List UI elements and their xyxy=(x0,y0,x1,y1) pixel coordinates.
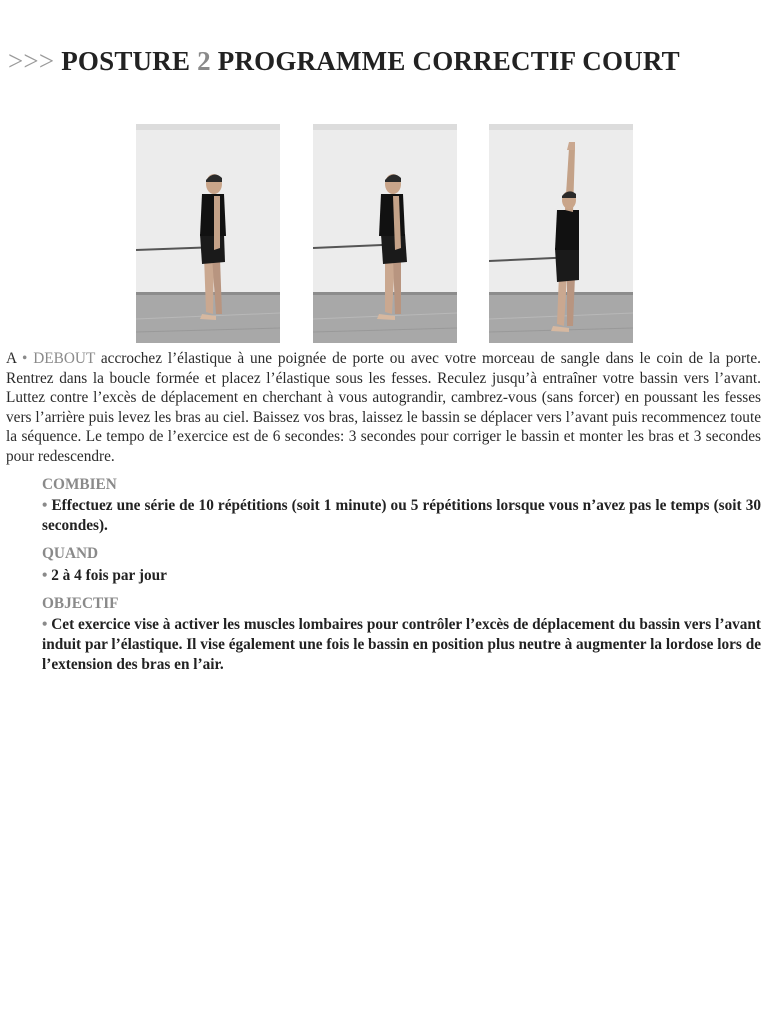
step-paragraph xyxy=(6,349,761,467)
heading-combien: COMBIEN xyxy=(42,475,117,493)
body-combien: Effectuez une série de 10 répétitions (soit 1 minute) ou 5 répétitions lorsque vous n’avez pas le temps (soit 30 secondes). xyxy=(42,497,761,535)
step-letter: A xyxy=(6,350,17,367)
exercise-photo-3 xyxy=(489,124,633,343)
exercise-photo-2 xyxy=(313,124,457,343)
title-program: PROGRAMME CORRECTIF COURT xyxy=(217,46,680,76)
heading-objectif: OBJECTIF xyxy=(42,594,119,612)
body-objectif: Cet exercice vise à activer les muscles lombaires pour contrôler l’excès de déplacement du bassin vers l’avant induit par l’élastique. Il vise également une fois le bassin en position plus neutre à augmenter la lordose lors de l’extension des bras en l’air. xyxy=(42,616,762,674)
body-quand: 2 à 4 fois par jour xyxy=(51,566,167,584)
text-combien xyxy=(42,496,761,536)
title-chevrons: >>> xyxy=(8,46,55,76)
section-quand xyxy=(42,544,761,586)
bullet-quand: • xyxy=(42,566,48,584)
text-objectif xyxy=(42,615,761,675)
section-objectif xyxy=(42,594,761,676)
page-title xyxy=(8,46,760,77)
exercise-description xyxy=(6,349,761,675)
heading-quand: QUAND xyxy=(42,545,99,563)
step-keyword: DEBOUT xyxy=(33,350,96,367)
exercise-photo-1 xyxy=(136,124,280,343)
bullet-objectif: • xyxy=(42,616,48,634)
step-text: accrochez l’élastique à une poignée de porte ou avec votre morceau de sangle dans le coin de la porte. Rentrez dans la boucle formée et placez l’élastique sous les fesses. Reculez jusqu’à entraîner votre bassin vers l’avant. Luttez contre l’excès de déplacement en cherchant à vous autograndir, cambrez-vous (sans forcer) en poussant les fesses vers l’arrière puis levez les bras au ciel. Baissez vos bras, laissez le bassin se déplacer vers l’avant puis recommencez toute la séquence. Le tempo de l’exercice est de 6 secondes: 3 secondes pour corriger le bassin et monter les bras et 3 secondes pour redescendre. xyxy=(6,350,761,465)
text-quand xyxy=(42,566,761,586)
section-combien xyxy=(42,475,761,537)
title-posture: POSTURE xyxy=(61,46,191,76)
title-number: 2 xyxy=(197,46,211,76)
step-bullet: • xyxy=(22,350,28,367)
bullet-combien: • xyxy=(42,497,48,515)
